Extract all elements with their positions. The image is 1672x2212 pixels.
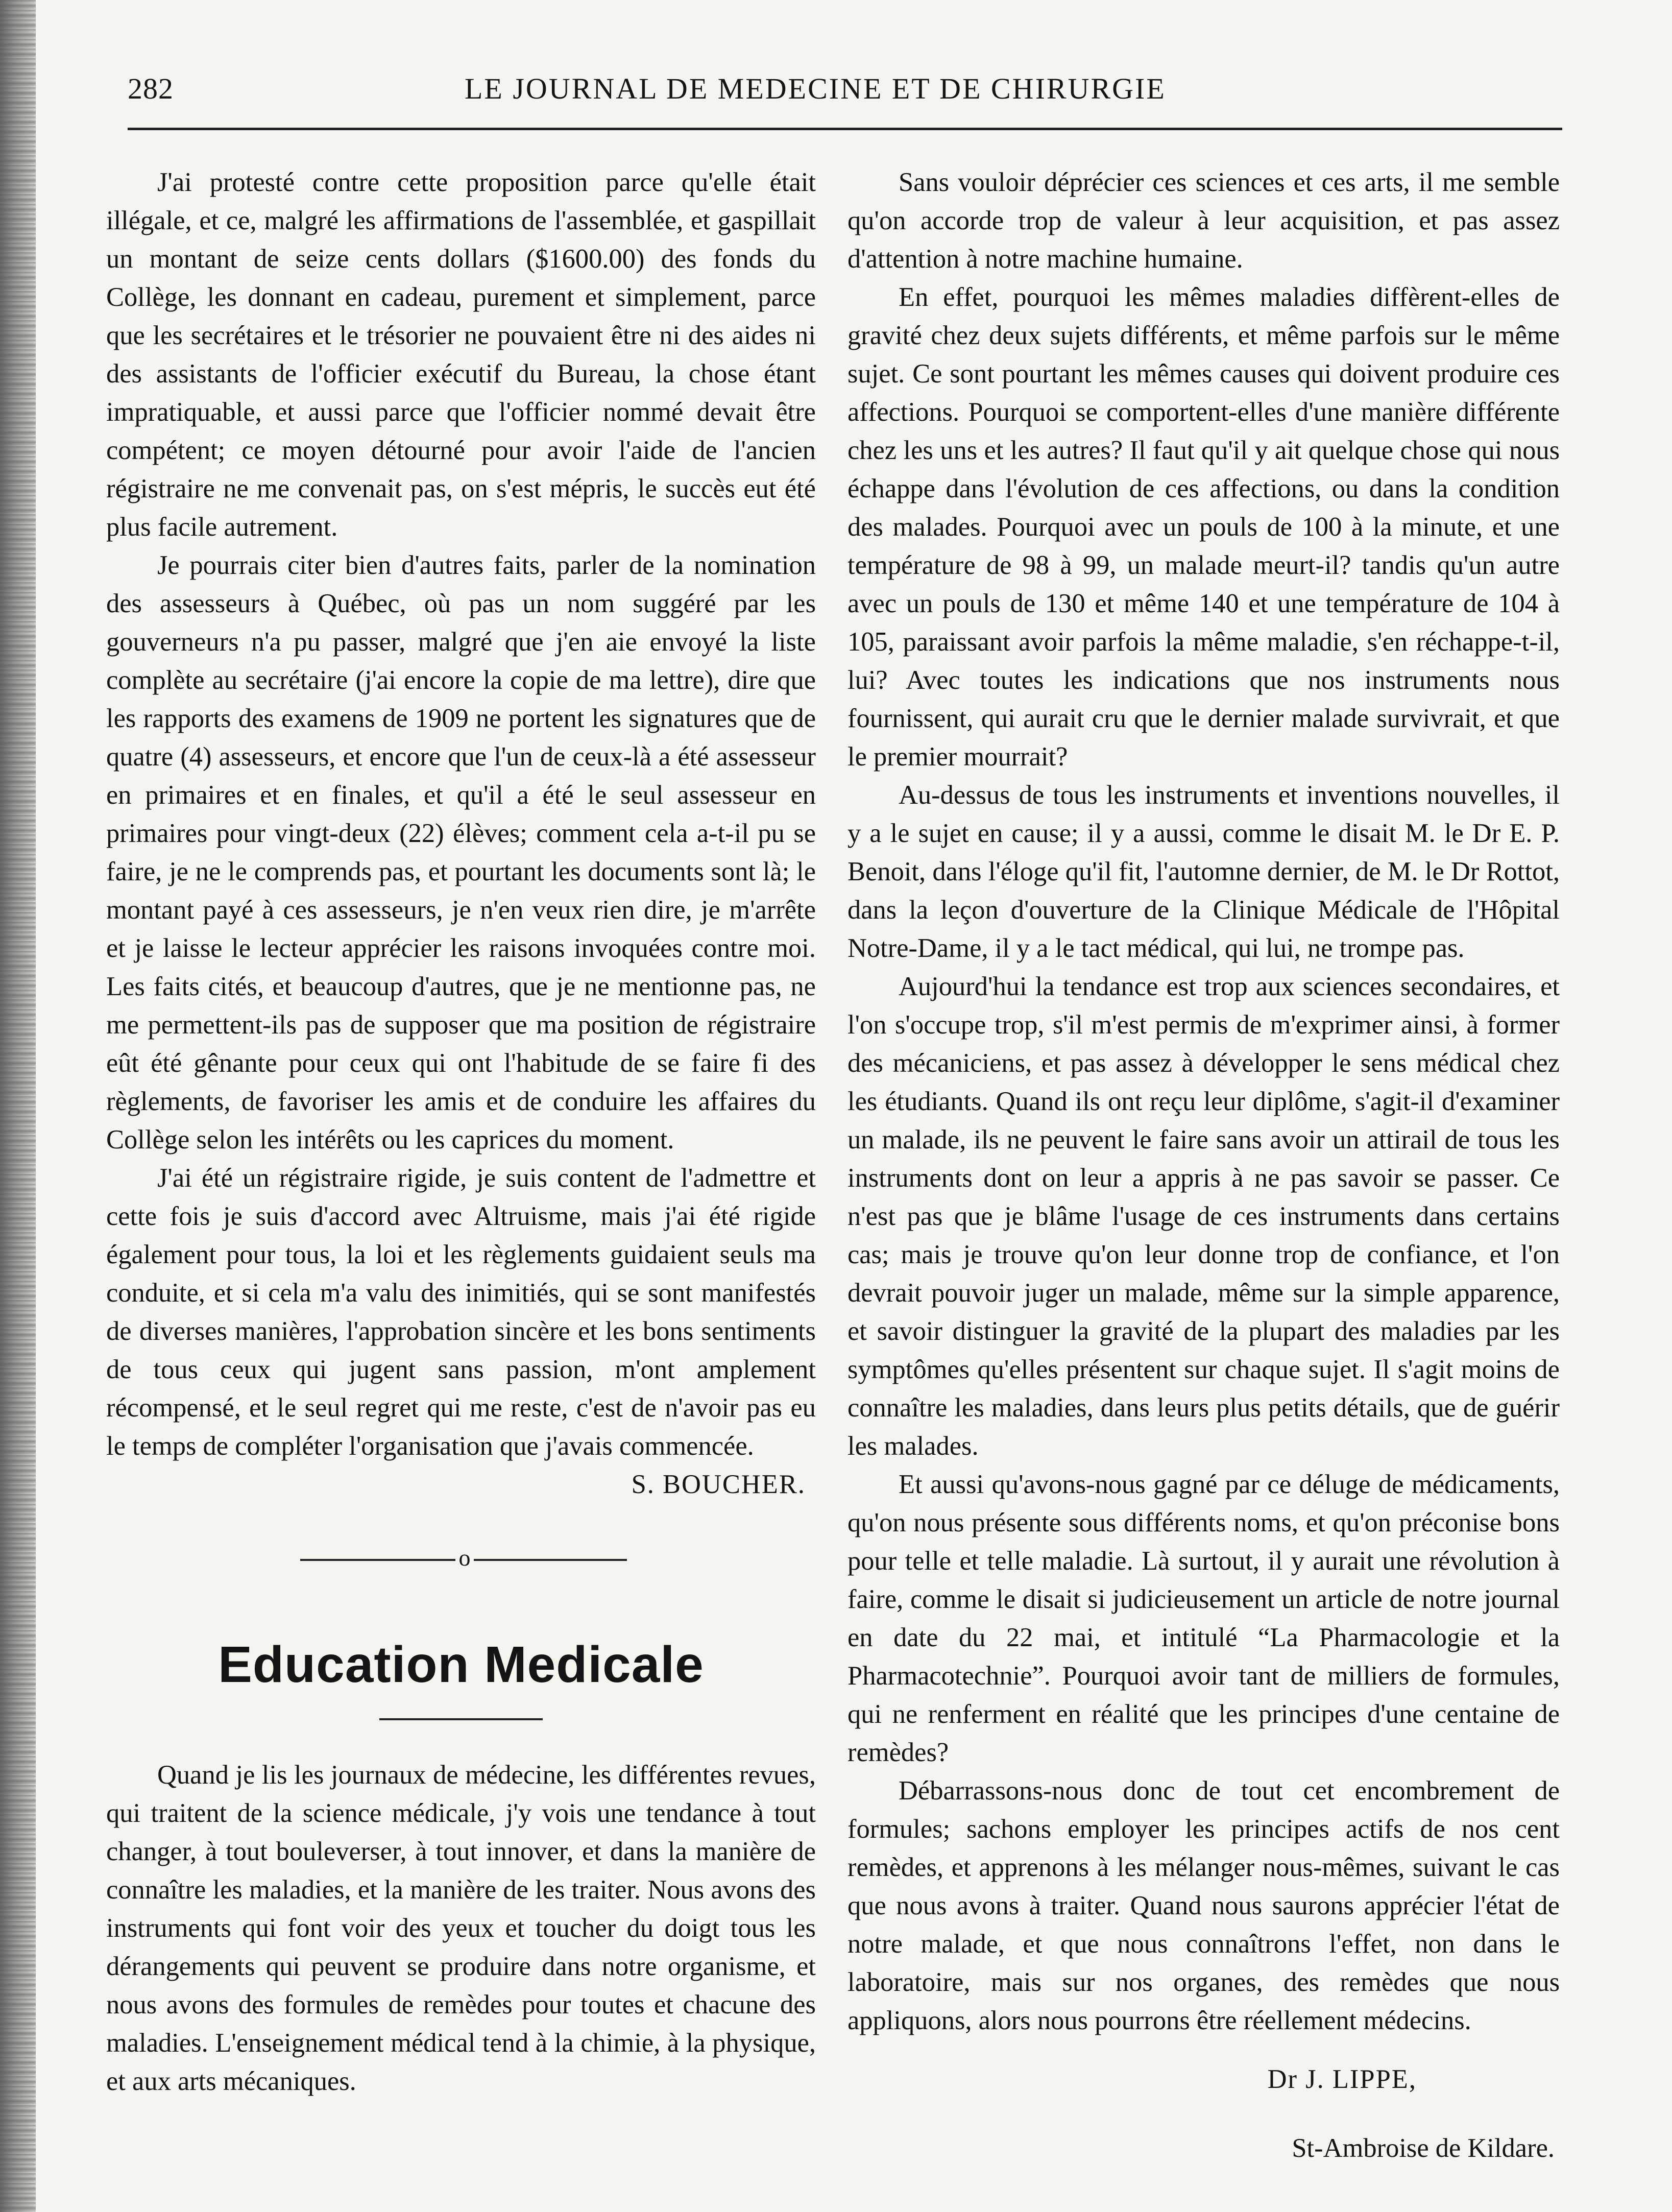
signature-boucher: S. BOUCHER.	[631, 1470, 806, 1499]
signature-location: St-Ambroise de Kildare.	[1292, 2133, 1555, 2163]
signature-lippe: Dr J. LIPPE,	[1267, 2064, 1417, 2094]
running-title: LE JOURNAL DE MEDECINE ET DE CHIRURGIE	[465, 72, 1166, 105]
paragraph: Débarrassons-nous donc de tout cet encombrement de formules; sachons employer les principes actifs de nos cent remèdes, et apprenons à les mélanger nous-mêmes, suivant le cas que nous avons à traiter. Quand nous saurons apprécier l'état de notre malade, et que nous connaîtrons l'effet, non dans le laboratoire, mais sur nos organes, des remèdes que nous appliquons, alors nous pourrons être réellement médecins.	[847, 1776, 1560, 2035]
paragraph: Aujourd'hui la tendance est trop aux sciences secondaires, et l'on s'occupe trop, s'il m'est permis de m'exprimer ainsi, à former des mécaniciens, et pas assez à développer le sens médical chez les étudiants. Quand ils ont reçu leur diplôme, s'agit-il d'examiner un malade, ils ne peuvent le faire sans avoir un attirail de tous les instruments dont on leur a appris à ne pas savoir se passer. Ce n'est pas que je blâme l'usage de ces instruments dans certains cas; mais je trouve qu'on leur donne trop de confiance, et l'on devrait pouvoir juger un malade, même sur la simple apparence, et savoir distinguer la gravité de la plupart des maladies par les symptômes qu'elles présentent sur chaque sujet. Il s'agit moins de connaître les maladies, dans leurs plus petits détails, que de guérir les malades.	[847, 972, 1560, 1461]
paragraph: Au-dessus de tous les instruments et inventions nouvelles, il y a le sujet en cause; il y a aussi, comme le disait M. le Dr E. P. Benoit, dans l'éloge qu'il fit, l'automne dernier, de M. le Dr Rottot, dans la leçon d'ouverture de la Clinique Médicale de l'Hôpital Notre-Dame, il y a le tact médical, qui lui, ne trompe pas.	[847, 780, 1560, 963]
paragraph: Quand je lis les journaux de médecine, les différentes revues, qui traitent de la science médicale, j'y vois une tendance à tout changer, à tout bouleverser, à tout innover, et dans la manière de connaître les maladies, et la manière de les traiter. Nous avons des instruments qui font voir des yeux et toucher du doigt tous les dérangements qui peuvent se produire dans notre organisme, et nous avons des formules de remèdes pour toutes et chacune des maladies. L'enseignement médical tend à la chimie, à la physique, et aux arts mécaniques.	[106, 1760, 816, 2096]
header-rule	[128, 128, 1562, 130]
section-divider	[106, 1519, 816, 1601]
divider-mark: o	[455, 1548, 474, 1566]
page-header	[128, 60, 1562, 116]
left-column	[106, 163, 816, 2101]
page-number: 282	[128, 72, 174, 105]
paragraph: En effet, pourquoi les mêmes maladies diffèrent-elles de gravité chez deux sujets différents, et même parfois sur le même sujet. Ce sont pourtant les mêmes causes qui doivent produire ces affections. Pourquoi se comportent-elles d'une manière différente chez les uns et les autres? Il faut qu'il y ait quelque chose qui nous échappe dans l'évolution de ces affections, ou dans la condition des malades. Pourquoi avec un pouls de 100 à la minute, et une température de 98 à 99, un malade meurt-il? tandis qu'un autre avec un pouls de 130 et même 140 et une température de 104 à 105, paraissant avoir parfois la même maladie, s'en réchappe-t-il, lui? Avec toutes les indications que nos instruments nous fournissent, qui aurait cru que le dernier malade survivrait, et que le premier mourrait?	[847, 282, 1560, 772]
paragraph: J'ai protesté contre cette proposition parce qu'elle était illégale, et ce, malgré les affirmations de l'assemblée, et gaspillait un montant de seize cents dollars ($1600.00) des fonds du Collège, les donnant en cadeau, purement et simplement, parce que les secrétaires et le trésorier ne pouvaient être ni des aides ni des assistants de l'officier exécutif du Bureau, la chose étant impratiquable, et aussi parce que l'officier nommé devait être compétent; ce moyen détourné pour avoir l'aide de l'ancien régistraire ne me convenait pas, on s'est mépris, le succès eut été plus facile autrement.	[106, 167, 816, 542]
paragraph: Sans vouloir déprécier ces sciences et ces arts, il me semble qu'on accorde trop de valeur à leur acquisition, et pas assez d'attention à notre machine humaine.	[847, 167, 1560, 274]
article-title: Education Medicale	[218, 1636, 704, 1693]
scan-binding-edge	[0, 0, 36, 2212]
paragraph: Et aussi qu'avons-nous gagné par ce déluge de médicaments, qu'on nous présente sous différents noms, et qu'on préconise bons pour telle et telle maladie. Là surtout, il y aurait une révolution à faire, comme le disait si judicieusement un article de notre journal en date du 22 mai, et intitulé “La Pharmacologie et la Pharmacotechnie”. Pourquoi avoir tant de milliers de formules, qui ne renferment en réalité que les principes d'une centaine de remèdes?	[847, 1470, 1560, 1767]
paragraph: Je pourrais citer bien d'autres faits, parler de la nomination des assesseurs à Québec, où pas un nom suggéré par les gouverneurs n'a pu passer, malgré que j'en aie envoyé la liste complète au secrétaire (j'ai encore la copie de ma lettre), dire que les rapports des examens de 1909 ne portent les signatures que de quatre (4) assesseurs, et encore que l'un de ceux-là a été assesseur en primaires et en finales, et qu'il a été le seul assesseur en primaires pour vingt-deux (22) élèves; comment cela a-t-il pu se faire, je ne le comprends pas, et pourtant les documents sont là; le montant payé à ces assesseurs, je n'en veux rien dire, je m'arrête et je laisse le lecteur apprécier les raisons invoquées contre moi. Les faits cités, et beaucoup d'autres, que je ne mentionne pas, ne me permettent-ils pas de supposer que ma position de régistraire eût été gênante pour ceux qui ont l'habitude de se faire fi des règlements, de favoriser les amis et de conduire les affaires du Collège selon les intérêts ou les caprices du moment.	[106, 550, 816, 1155]
paragraph: J'ai été un régistraire rigide, je suis content de l'admettre et cette fois je suis d'accord avec Altruisme, mais j'ai été rigide également pour tous, la loi et les règlements guidaient seuls ma conduite, et si cela m'a valu des inimitiés, qui se sont manifestés de diverses manières, l'approbation sincère et les bons sentiments de tous ceux qui jugent sans passion, m'ont amplement récompensé, et le seul regret qui me reste, c'est de n'avoir pas eu le temps de compléter l'organisation que j'avais commencée.	[106, 1163, 816, 1461]
right-column	[847, 163, 1560, 2168]
title-rule	[379, 1718, 543, 1720]
